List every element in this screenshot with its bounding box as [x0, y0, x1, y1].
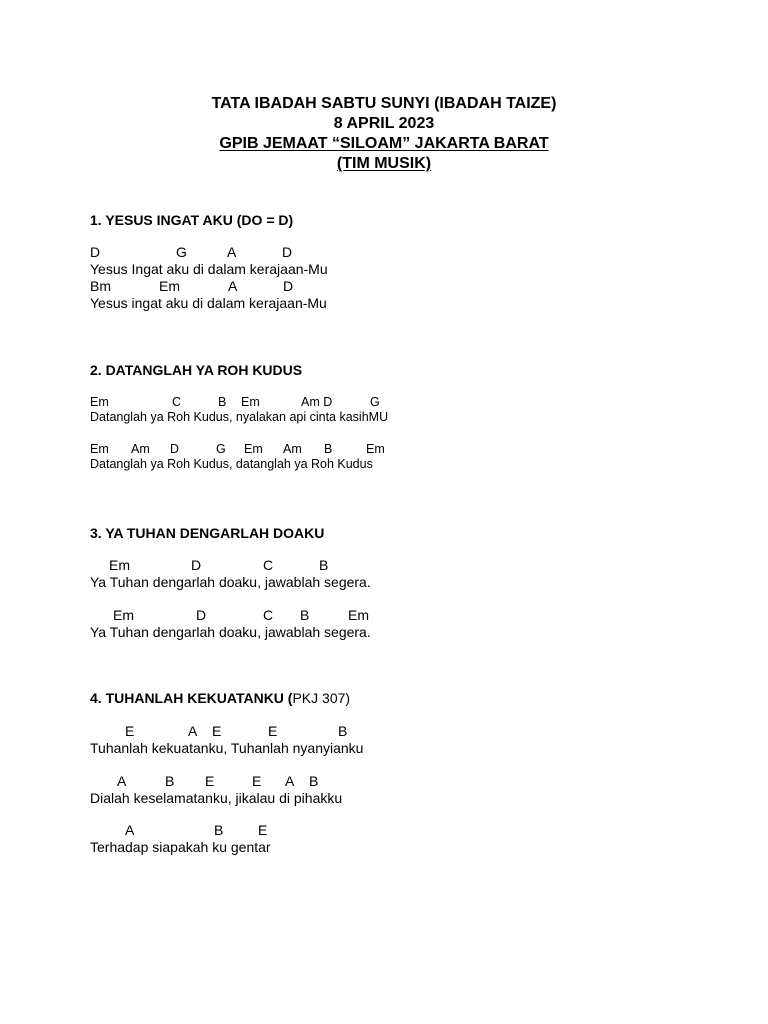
header-title: TATA IBADAH SABTU SUNYI (IBADAH TAIZE) [211, 95, 557, 112]
lyric-line: Datanglah ya Roh Kudus, datanglah ya Roh Kudus [90, 457, 373, 471]
chord: A [125, 822, 135, 838]
chord: B [324, 442, 333, 456]
chord: Em [90, 442, 109, 456]
chord: Em [90, 395, 109, 409]
chord: A [117, 773, 127, 789]
chord: G [216, 442, 226, 456]
chord: Bm [90, 278, 111, 294]
chord-line [90, 723, 730, 740]
chord: G [176, 244, 187, 260]
chord: C [172, 395, 182, 409]
chord: C [263, 607, 274, 623]
lyric-line: Terhadap siapakah ku gentar [90, 839, 271, 855]
lyric-line: Ya Tuhan dengarlah doaku, jawablah segera. [90, 574, 371, 590]
chord: E [252, 773, 262, 789]
chord: E [205, 773, 215, 789]
chord: B [218, 395, 227, 409]
song-title [90, 690, 730, 707]
song-title: 2. DATANGLAH YA ROH KUDUS [90, 362, 303, 378]
song-3 [90, 525, 730, 641]
chord-line [90, 278, 730, 295]
chord-line [90, 244, 730, 261]
chord: B [165, 773, 175, 789]
chord: A [227, 244, 237, 260]
chord: Em [113, 607, 134, 623]
chord: Am [131, 442, 150, 456]
chord: E [125, 723, 135, 739]
header-date: 8 APRIL 2023 [333, 115, 435, 132]
chord: Am [283, 442, 302, 456]
chord: D [196, 607, 207, 623]
chord: A [228, 278, 238, 294]
chord-line [90, 822, 730, 839]
chord-line [90, 442, 730, 457]
lyric-line: Dialah keselamatanku, jikalau di pihakku [90, 790, 343, 806]
chord: Em [348, 607, 369, 623]
chord: Em [241, 395, 260, 409]
chord: D [170, 442, 180, 456]
chord: Em [159, 278, 180, 294]
chord: A [188, 723, 198, 739]
chord: G [370, 395, 380, 409]
song-title-ref: PKJ 307) [292, 690, 351, 706]
lyric-line: Yesus ingat aku di dalam kerajaan-Mu [90, 295, 327, 311]
chord: E [258, 822, 268, 838]
chord: D [282, 244, 293, 260]
chord: B [319, 557, 329, 573]
chord: B [300, 607, 310, 623]
chord-line [90, 557, 730, 574]
chord: D [191, 557, 202, 573]
song-1 [90, 212, 730, 312]
chord: E [212, 723, 222, 739]
lyric-line: Tuhanlah kekuatanku, Tuhanlah nyanyianku [90, 740, 364, 756]
chord-line [90, 773, 730, 790]
chord: D [90, 244, 101, 260]
chord-line [90, 607, 730, 624]
chord: Em [244, 442, 263, 456]
lyric-line: Datanglah ya Roh Kudus, nyalakan api cinta kasihMU [90, 410, 389, 424]
lyric-line: Ya Tuhan dengarlah doaku, jawablah segera. [90, 624, 371, 640]
chord-line [90, 395, 730, 410]
lyric-line: Yesus Ingat aku di dalam kerajaan-Mu [90, 261, 328, 277]
document-header [0, 94, 768, 174]
chord: D [283, 278, 294, 294]
chord: Em [366, 442, 385, 456]
chord: Am D [301, 395, 333, 409]
song-title: 1. YESUS INGAT AKU (DO = D) [90, 212, 294, 228]
chord: E [268, 723, 278, 739]
chord: A [285, 773, 295, 789]
chord: B [214, 822, 224, 838]
header-church: GPIB JEMAAT “SILOAM” JAKARTA BARAT [219, 135, 549, 152]
song-2 [90, 362, 730, 472]
header-team: (TIM MUSIK) [336, 155, 432, 172]
song-4 [90, 690, 730, 856]
song-title-main: 4. TUHANLAH KEKUATANKU ( [90, 690, 293, 706]
chord: B [309, 773, 319, 789]
chord: C [263, 557, 274, 573]
song-title: 3. YA TUHAN DENGARLAH DOAKU [90, 525, 325, 541]
chord: B [338, 723, 348, 739]
chord: Em [109, 557, 130, 573]
